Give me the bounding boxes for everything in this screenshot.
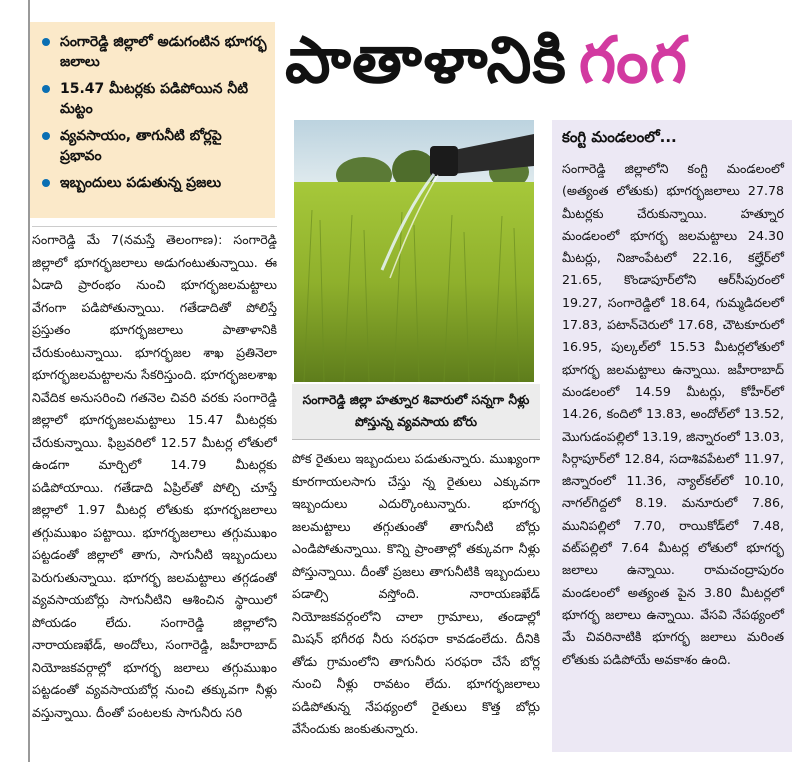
bullet-dot-icon xyxy=(42,38,50,46)
highlight-text: ఇబ్బందులు పడుతున్న ప్రజలు xyxy=(60,175,222,191)
highlight-text: సంగారెడ్డి జిల్లాలో అడుగంటిన భూగర్భ జలాలు xyxy=(60,34,267,70)
sidebar-title: కంగ్టి మండలంలో... xyxy=(562,128,677,146)
borewell-field-image xyxy=(294,120,534,382)
article-column-middle xyxy=(292,448,540,758)
highlight-item xyxy=(38,79,267,119)
highlight-item xyxy=(38,126,267,166)
article-column-left xyxy=(32,226,277,759)
sidebar-body: సంగారెడ్డి జిల్లాలోని కంగ్టి మండలంలో (అత్యంత లోతుకు) భూగర్భజలాలు 27.78 మీటర్లకు చేరుకున్నాయి. హత్నూర మండలంలో భూగర్భ జలమట్టాలు 24.30 మీటర్లు, నిజాంపేటలో 22.16, కల్హేర్‌లో 21.65, కొండాపూర్‌లోని ఆర్‌సీపురంలో 19.27, సంగారెడ్డిలో 18.64, గుమ్మడిదలలో 17.83, పటాన్‌చెరులో 17.68, చౌటకూరులో 16.95, పుల్కల్‌లో 15.53 మీటర్లలోతులో భూగర్భ జలమట్టాలు ఉన్నాయి. జహీరాబాద్ మండలంలో 14.59 మీటర్లు, కోహీర్‌లో 14.26, కందిలో 13.83, అందోల్‌లో 13.52, మొగుడంపల్లిలో 13.19, జిన్నారంలో 13.03, సిర్గాపూర్‌లో 12.84, సదాశివపేటలో 11.97, జిన్నారంలో 11.36, న్యాల్‌కల్‌లో 10.10, నాగల్‌గిద్దలో 8.19. మనూరులో 7.86, మునిపల్లిలో 7.70, రాయికోడ్‌లో 7.48, వట్‌పల్లిలో 7.64 మీటర్ల లోతులో భూగర్భ జలాలు ఉన్నాయి. రామచంద్రాపురం మండలంలో అత్యంత పైన 3.80 మీటర్లలో భూగర్భ జలాలు ఉన్నాయి. వేసవి నేపథ్యంలో మే చివరినాటికి భూగర్భ జలాలు మరింత లోతుకు పడిపోయే అవకాశం ఉంది. xyxy=(562,161,784,667)
headline xyxy=(285,24,795,124)
photo-caption xyxy=(292,384,540,440)
bullet-dot-icon xyxy=(42,85,50,93)
article-text-middle: పోక రైతులు ఇబ్బందులు పడుతున్నారు. ముఖ్యంగా కూరగాయలసాగు చేస్తు న్న రైతులు ఎక్కువగా ఇబ్బందులు ఎదుర్కొంటున్నారు. భూగర్భ జలమట్టాలు తగ్గుతుంతో తాగునీటి బోర్లు ఎండిపోతున్నాయి. కొన్ని ప్రాంతాల్లో తక్కువగా నీళ్లు పోస్తున్నాయి. దీంతో ప్రజలు తాగునీటికి ఇబ్బందులు పడాల్సి వస్తోంది. నారాయణఖేడ్ నియోజకవర్గంలోని చాలా గ్రామాలు, తండాల్లో మిషన్ భగీరథ నీరు సరఫరా కావడంలేదు. దీనికి తోడు గ్రామంలోని తాగునీరు సరఫరా చేసే బోర్ల నుంచి నీళ్లు రావటం లేదు. భూగర్భజలాలు పడిపోతున్న నేపథ్యంలో రైతులు కొత్త బోర్లు వేసేందుకు జంకుతున్నారు. xyxy=(292,451,540,736)
bullet-dot-icon xyxy=(42,179,50,187)
headline-part-2: గంగ xyxy=(578,24,688,98)
photo-caption-text: సంగారెడ్డి జిల్లా హత్నూర శివారులో సన్నగా నీళ్లు పోస్తున్న వ్యవసాయ బోరు xyxy=(302,392,530,429)
bullet-dot-icon xyxy=(42,132,50,140)
sidebar-box xyxy=(552,120,792,752)
highlight-item xyxy=(38,32,267,72)
highlights-box xyxy=(30,22,275,218)
highlight-text: 15.47 మీటర్లకు పడిపోయిన నీటి మట్టం xyxy=(60,81,249,117)
headline-part-1: పాతాళానికి xyxy=(285,24,567,98)
borewell-photo xyxy=(294,120,534,382)
highlight-item xyxy=(38,173,267,193)
article-text-left: సంగారెడ్డి మే 7(నమస్తే తెలంగాణ): సంగారెడ్డి జిల్లాలో భూగర్భజలాలు అడుగంటుతున్నాయి. ఈ ఏడాది ప్రారంభం నుంచి భూగర్భజలమట్టాలు వేగంగా పడిపోతున్నాయి. గతేడాదితో పోలిస్తే ప్రస్తుతం భూగర్భజలాలు పాతాళానికి చేరుకుంటున్నాయి. భూగర్భజల శాఖ ప్రతినెలా భూగర్భజలమట్టాలను సేకరిస్తుంది. భూగర్భజలశాఖ నివేదిక అనుసరించి గతనెల చివరి వరకు సంగారెడ్డి జిల్లాలో భూగర్భజలమట్టాలు 15.47 మీటర్లకు చేరుకున్నాయి. ఫిబ్రవరిలో 12.57 మీటర్ల లోతులో ఉండగా మార్చిలో 14.79 మీటర్లకు పడిపోయాయి. గతేడాది ఏప్రిల్‌తో పోల్చి చూస్తే జిల్లాలో 1.97 మీటర్ల లోతుకు భూగర్భజలాలు తగ్గుముఖం పట్టాయి. భూగర్భజలాలు తగ్గుముఖం పట్టడంతో జిల్లాలో తాగు, సాగునీటి ఇబ్బందులు పెరుగుతున్నాయి. భూగర్భ జలమట్టాలు తగ్గడంతో వ్యవసాయబోర్లు సాగునీటిని ఆశించిన స్థాయిలో పోయడం లేదు. సంగారెడ్డి జిల్లాలోని నారాయణఖేడ్, అందోలు, సంగారెడ్డి, జహీరాబాద్ నియోజకవర్గాల్లో భూగర్భ జలాలు తగ్గుముఖం పట్టడంతో వ్యవసాయబోర్ల నుంచి తక్కువగా నీళ్లు వస్తున్నాయి. దీంతో పంటలకు సాగునీరు సరి xyxy=(32,232,277,720)
highlight-text: వ్యవసాయం, తాగునీటి బోర్లపై ప్రభావం xyxy=(60,128,222,164)
